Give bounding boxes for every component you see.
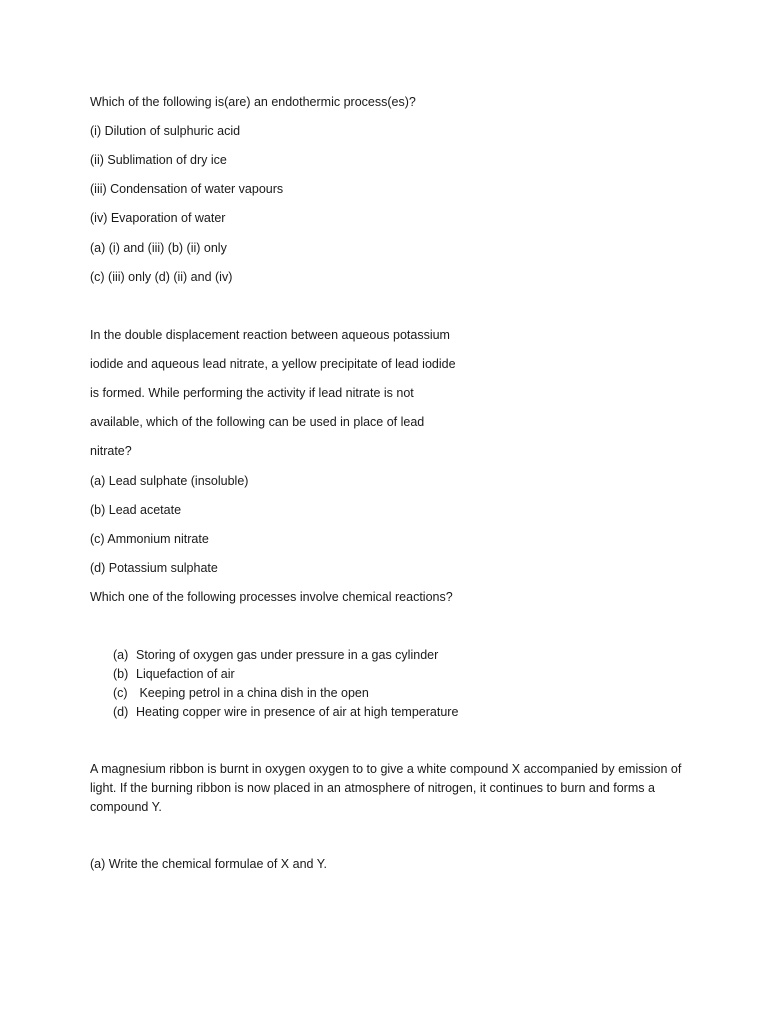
option-text: Keeping petrol in a china dish in the open [136, 686, 369, 700]
question-2-stem-line: is formed. While performing the activity if lead nitrate is not [90, 386, 414, 400]
question-2-option: (c) Ammonium nitrate [90, 532, 209, 546]
option-text: Liquefaction of air [136, 667, 235, 681]
option-marker: (d) [113, 705, 129, 719]
question-2-stem-line: iodide and aqueous lead nitrate, a yellow precipitate of lead iodide [90, 357, 456, 371]
question-2-option: (a) Lead sulphate (insoluble) [90, 474, 249, 488]
question-1-choices: (c) (iii) only (d) (ii) and (iv) [90, 270, 233, 284]
question-2-option: (d) Potassium sulphate [90, 561, 218, 575]
question-1-item: (iv) Evaporation of water [90, 211, 226, 225]
question-1-stem: Which of the following is(are) an endothermic process(es)? [90, 95, 416, 109]
question-3-stem: Which one of the following processes involve chemical reactions? [90, 590, 453, 604]
option-marker: (c) [113, 686, 128, 700]
option-marker: (a) [113, 648, 129, 662]
question-1-item: (iii) Condensation of water vapours [90, 182, 284, 196]
question-3-option [113, 647, 438, 663]
question-1-choices: (a) (i) and (iii) (b) (ii) only [90, 241, 227, 255]
option-text: Storing of oxygen gas under pressure in a gas cylinder [136, 648, 439, 662]
question-2-stem-line: available, which of the following can be used in place of lead [90, 415, 425, 429]
question-2-stem-line: In the double displacement reaction between aqueous potassium [90, 328, 450, 342]
question-3-option [113, 704, 458, 720]
question-3-option [113, 685, 369, 701]
option-text: Heating copper wire in presence of air at high temperature [136, 705, 459, 719]
question-1-item: (i) Dilution of sulphuric acid [90, 124, 241, 138]
question-2-option: (b) Lead acetate [90, 503, 182, 517]
question-4-stem: A magnesium ribbon is burnt in oxygen oxygen to to give a white compound X accompanied by emission of light. If the burning ribbon is now placed in an atmosphere of nitrogen, it continues to burn and forms a compound Y. [90, 762, 682, 814]
question-4-part-a: (a) Write the chemical formulae of X and Y. [90, 857, 327, 871]
question-2-stem-line: nitrate? [90, 444, 132, 458]
question-3-option [113, 666, 235, 682]
option-marker: (b) [113, 667, 129, 681]
question-1-item: (ii) Sublimation of dry ice [90, 153, 227, 167]
